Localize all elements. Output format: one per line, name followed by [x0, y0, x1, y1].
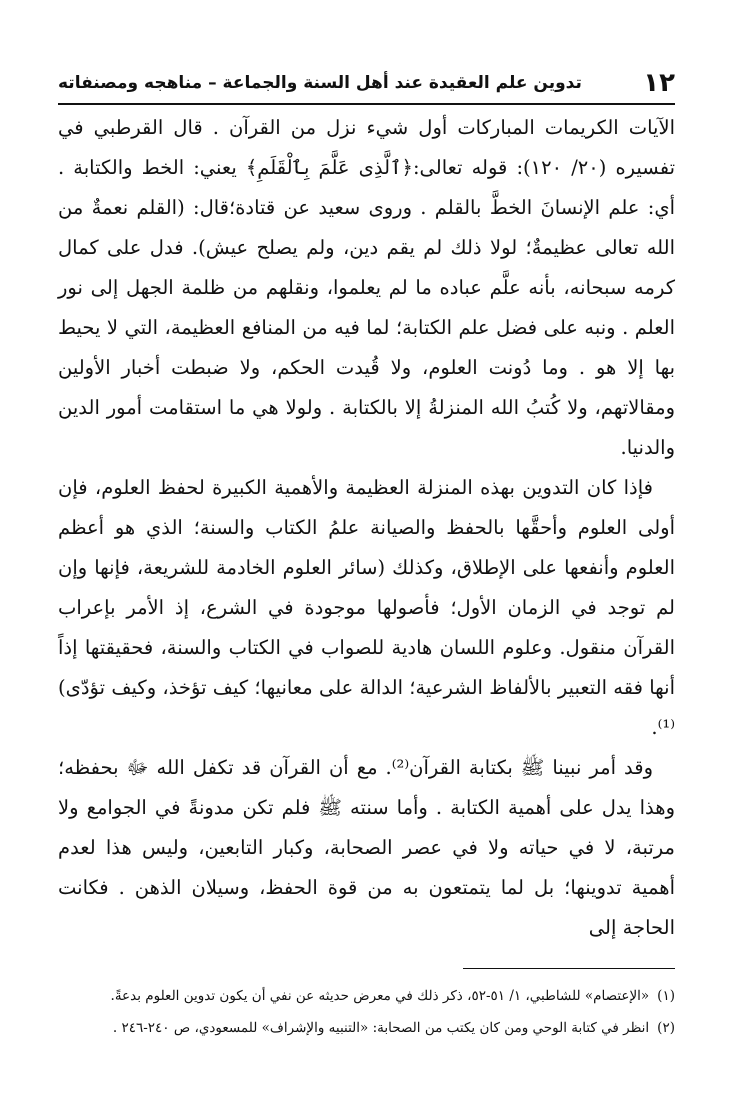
- footnote-text: انظر في كتابة الوحي ومن كان يكتب من الصحابة: «التنبيه والإشراف» للمسعودي، ص ٢٤٠-٢٤٦ .: [112, 1020, 650, 1036]
- footnote-text: «الإعتصام» للشاطبي، ١/ ٥١-٥٢، ذكر ذلك في معرض حديثه عن نفي أن يكون تدوين العلوم بدعةً.: [110, 988, 650, 1004]
- footnote-1: [58, 980, 675, 1012]
- paragraph-1: الآيات الكريمات المباركات أول شيء نزل من القرآن . قال القرطبي في تفسيره (٢٠/ ١٢٠): قوله تعالى:﴿ٱلَّذِى عَلَّمَ بِٱلْقَلَمِ﴾ يعني: الخط والكتابة . أي: علم الإنسانَ الخطَّ بالقلم . وروى سعيد عن قتادة؛قال: (القلم نعمةٌ من الله تعالى عظيمةٌ؛ لولا ذلك لم يقم دين، ولم يصلح عيش). فدل على كمال كرمه سبحانه، بأنه علَّم عباده ما لم يعلموا، ونقلهم من ظلمة الجهل إلى نور العلم . ونبه على فضل علم الكتابة؛ لما فيه من المنافع العظيمة، التي لا يحيط بها إلا هو . وما دُونت العلوم، ولا قُيدت الحكم، ولا ضبطت أخبار الأولين ومقالاتهم، ولا كُتبُ الله المنزلةُ إلا بالكتابة . ولولا هي ما استقامت أمور الدين والدنيا.: [58, 116, 675, 459]
- footnote-2: [58, 1012, 675, 1044]
- paragraph-3: وقد أمر نبينا ﷺ بكتابة القرآن⁽²⁾. مع أن القرآن قد تكفل الله ﷻ بحفظه؛ وهذا يدل على أهمية الكتابة . وأما سنته ﷺ فلم تكن مدونةً في الجوامع ولا مرتبة، لا في حياته ولا في عصر الصحابة، وكبار التابعين، وليس هذا لعدم أهمية تدوينها؛ بل لما يتمتعون به من قوة الحفظ، وسيلان الذهن . فكانت الحاجة إلى: [58, 756, 675, 939]
- paragraph-2: فإذا كان التدوين بهذه المنزلة العظيمة والأهمية الكبيرة لحفظ العلوم، فإن أولى العلوم وأحقَّها بالحفظ والصيانة علمُ الكتاب والسنة؛ الذي هو أعظم العلوم وأنفعها على الإطلاق، وكذلك (سائر العلوم الخادمة للشريعة، فإنها وإن لم توجد في الزمان الأول؛ فأصولها موجودة في الشرع، إذ الأمر بإعراب القرآن منقول. وعلوم اللسان هادية للصواب في الكتاب والسنة، فحقيقتها إذاً أنها فقه التعبير بالألفاظ الشرعية؛ الدالة على معانيها؛ كيف تؤخذ، وكيف تؤدّى)⁽¹⁾.: [58, 476, 675, 739]
- running-title: تدوين علم العقيدة عند أهل السنة والجماعة – مناهجه ومصنفاته: [58, 73, 582, 93]
- footnotes: [58, 980, 675, 1044]
- footnote-number: (٢): [657, 1020, 675, 1036]
- page-header: [58, 66, 675, 100]
- footnote-number: (١): [657, 988, 675, 1004]
- body-text: [58, 108, 675, 948]
- page-number: ١٢: [643, 68, 675, 98]
- header-rule: [58, 103, 675, 105]
- footnote-rule: [463, 968, 675, 969]
